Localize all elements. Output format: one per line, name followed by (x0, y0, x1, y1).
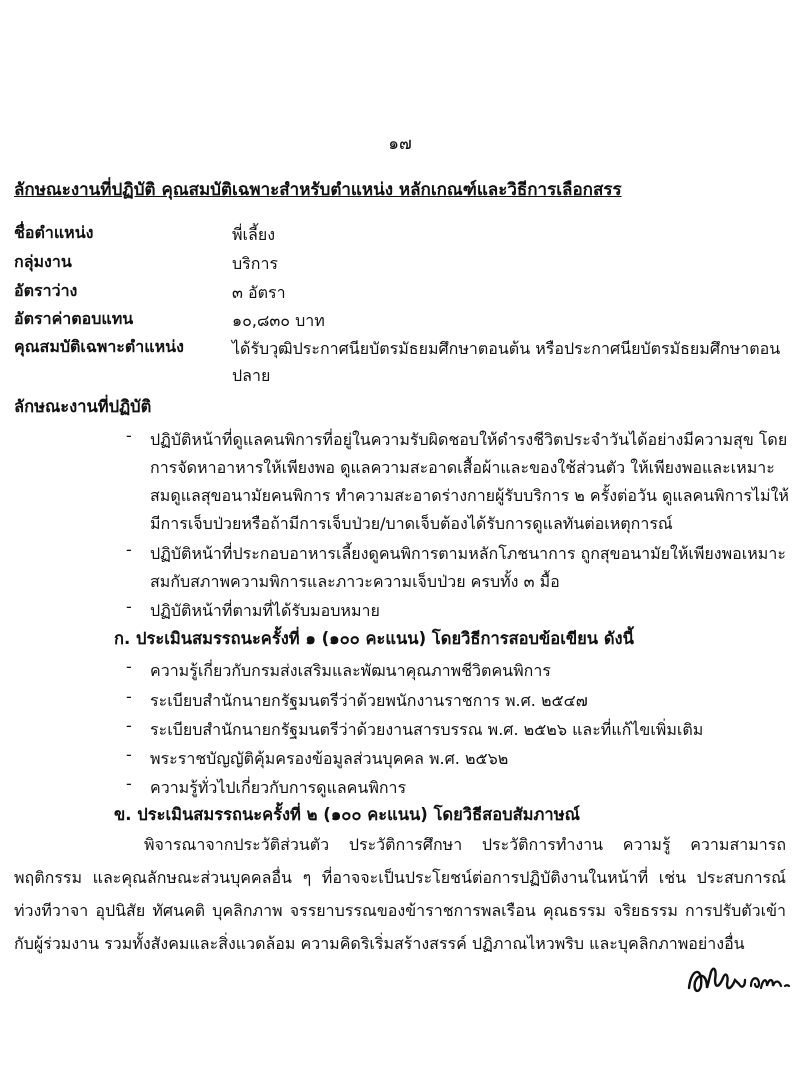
qualification-value: ได้รับวุฒิประกาศนียบัตรมัธยมศึกษาตอนต้น หรือประกาศนียบัตรมัธยมศึกษาตอนปลาย (232, 339, 781, 385)
bullet-dash: - (126, 426, 132, 445)
exam-topic-1: ความรู้เกี่ยวกับกรมส่งเสริมและพัฒนาคุณภาพชีวิตคนพิการ (150, 661, 551, 680)
vacancy-label: อัตราว่าง (14, 281, 78, 300)
position-name-label: ชื่อตำแหน่ง (14, 223, 94, 242)
salary-label: อัตราค่าตอบแทน (14, 309, 134, 328)
evaluation-1-title: ก. ประเมินสมรรถนะครั้งที่ ๑ (๑๐๐ คะแนน) โดยวิธีการสอบข้อเขียน ดังนี้ (114, 629, 634, 648)
document-heading: ลักษณะงานที่ปฏิบัติ คุณสมบัติเฉพาะสำหรับตำแหน่ง หลักเกณฑ์และวิธีการเลือกสรร (14, 180, 622, 200)
bullet-dash: - (126, 774, 132, 793)
bullet-dash: - (126, 597, 132, 616)
work-group-label: กลุ่มงาน (14, 252, 72, 271)
exam-topic-5: ความรู้ทั่วไปเกี่ยวกับการดูแลคนพิการ (150, 778, 407, 797)
salary-value: ๑๐,๘๓๐ บาท (232, 311, 325, 330)
exam-topic-4: พระราชบัญญัติคุ้มครองข้อมูลส่วนบุคคล พ.ศ. ๒๕๖๒ (150, 749, 509, 768)
bullet-dash: - (126, 745, 132, 764)
position-name-value: พี่เลี้ยง (232, 225, 276, 244)
duty-item-3: ปฏิบัติหน้าที่ตามที่ได้รับมอบหมาย (150, 601, 380, 620)
bullet-dash: - (126, 716, 132, 735)
signature-icon (685, 958, 795, 998)
evaluation-2-title: ข. ประเมินสมรรถนะครั้งที่ ๒ (๑๐๐ คะแนน) โดยวิธีสอบสัมภาษณ์ (114, 805, 580, 824)
interview-criteria-paragraph: พิจารณาจากประวัติส่วนตัว ประวัติการศึกษา ประวัติการทำงาน ความรู้ ความสามารถ พฤติกรรม และคุณลักษณะส่วนบุคคลอื่น ๆ ที่อาจจะเป็นประโยชน์ต่อการปฏิบัติงานในหน้าที่ เช่น ประสบการณ์ ท่วงทีวาจา อุปนิสัย ทัศนคติ บุคลิกภาพ จรรยาบรรณของข้าราชการพลเรือน คุณธรรม จริยธรรม การปรับตัวเข้ากับผู้ร่วมงาน รวมทั้งสังคมและสิ่งแวดล้อม ความคิดริเริ่มสร้างสรรค์ ปฏิภาณไหวพริบ และบุคลิกภาพอย่างอื่น (14, 835, 786, 953)
work-group-value: บริการ (232, 254, 279, 273)
duty-item-1: ปฏิบัติหน้าที่ดูแลคนพิการที่อยู่ในความรับผิดชอบให้ดำรงชีวิตประจำวันได้อย่างมีความสุข โดยการจัดหาอาหารให้เพียงพอ ดูแลความสะอาดเสื้อผ้าและของใช้ส่วนตัว ให้เพียงพอและเหมาะสมดูแลสุขอนามัยคนพิการ ทำความสะอาดร่างกายผู้รับบริการ ๒ ครั้งต่อวัน ดูแลคนพิการไม่ให้มีการเจ็บป่วยหรือถ้ามีการเจ็บป่วย/บาดเจ็บต้องได้รับการดูแลทันต่อเหตุการณ์ (150, 430, 789, 533)
vacancy-value: ๓ อัตรา (232, 283, 286, 302)
duty-item-2: ปฏิบัติหน้าที่ประกอบอาหารเลี้ยงดูคนพิการตามหลักโภชนาการ ถูกสุขอนามัยให้เพียงพอเหมาะสมกับสภาพความพิการและภาวะความเจ็บป่วย ครบทั้ง ๓ มื้อ (150, 544, 786, 591)
bullet-dash: - (126, 687, 132, 706)
exam-topic-3: ระเบียบสำนักนายกรัฐมนตรีว่าด้วยงานสารบรรณ พ.ศ. ๒๕๒๖ และที่แก้ไขเพิ่มเติม (150, 720, 704, 739)
exam-topic-2: ระเบียบสำนักนายกรัฐมนตรีว่าด้วยพนักงานราชการ พ.ศ. ๒๕๔๗ (150, 691, 588, 710)
duties-title: ลักษณะงานที่ปฏิบัติ (14, 397, 152, 416)
bullet-dash: - (126, 657, 132, 676)
qualification-label: คุณสมบัติเฉพาะตำแหน่ง (14, 337, 184, 356)
bullet-dash: - (126, 540, 132, 559)
page-number: ๑๗ (388, 134, 412, 154)
